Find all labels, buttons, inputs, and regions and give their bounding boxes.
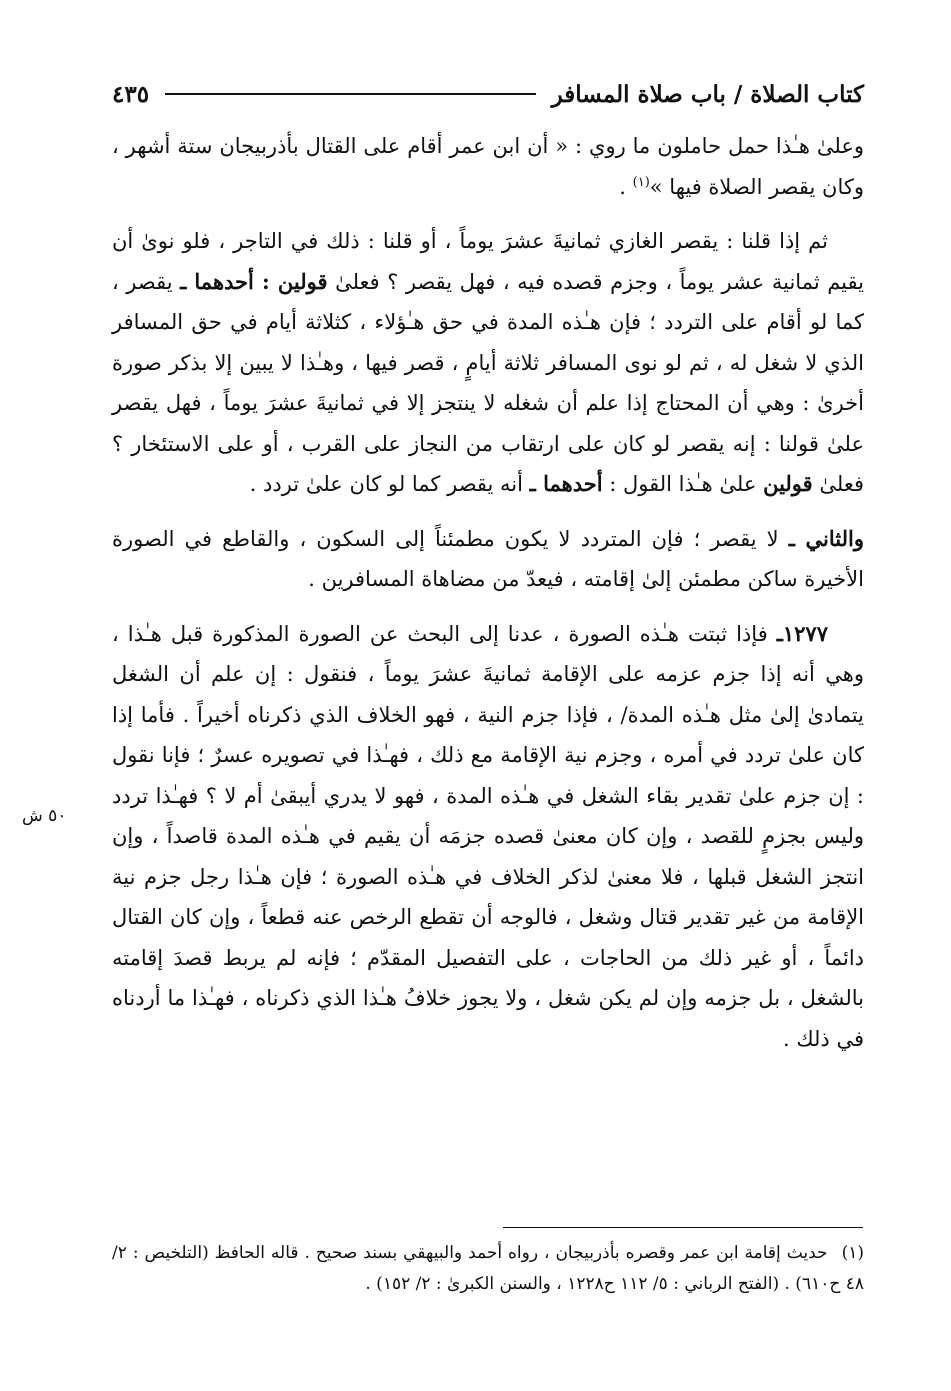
issue-number: ١٢٧٧ـ bbox=[776, 620, 828, 646]
footnote-ref[interactable]: (١) bbox=[632, 174, 650, 190]
footnote bbox=[112, 1238, 864, 1300]
bold-term: أحدهما ـ bbox=[529, 471, 603, 496]
paragraph-text: فإذا ثبتت هـٰذه الصورة ، عدنا إلى البحث عن الصورة المذكورة قبل هـٰذا ، وهي أنه إذا جزم عزمه على الإقامة ثمانيةَ عشرَ يوماً ، فنقول : إن علم أن الشغل يتمادىٰ إلىٰ مثل هـٰذه المدة/ ، فإذا جزم النية ، فهو الخلاف الذي ذكرناه أخيراً . فأما إذا كان علىٰ تردد في أمره ، وجزم نية الإقامة مع ذلك ، فهـٰذا في تصويره عسرٌ ؛ فإنا نقول : إن جزم علىٰ تقدير بقاء الشغل في هـٰذه المدة ، فهو لا يدري أيبقىٰ أم لا ؟ فهـٰذا تردد وليس بجزمٍ للقصد ، وإن كان معنىٰ قصده جزمَه أن يقيم في هـٰذه المدة قاصداً ، وإن انتجز الشغل قبلها ، فلا معنىٰ لذكر الخلاف في هـٰذه الصورة ؛ فإن هـٰذا رجل جزم نية الإقامة من غير تقدير قتال وشغل ، فالوجه أن تقطع الرخص عنه قطعاً ، وإن كان القتال دائماً ، أو غير ذلك من الحاجات ، على التفصيل المقدّم ؛ فإنه لم يربط قصدَ إقامته بالشغل ، بل جزمه وإن لم يكن شغل ، ولا يجوز خلافُ هـٰذا الذي ذكرناه ، فهـٰذا ما أردناه في ذلك . bbox=[112, 621, 864, 1051]
paragraph-text: علىٰ هـٰذا القول : bbox=[602, 472, 764, 496]
bold-term: والثاني ـ bbox=[788, 525, 864, 551]
paragraph-text: يقصر ، كما لو أقام على التردد ؛ فإن هـٰذه المدة في حق هـٰؤلاء ، كثلاثة أيام في حق المسافر الذي لا شغل له ، ثم لو نوى المسافر ثلاثة أيامٍ ، قصر فيها ، وهـٰذا لا يبين إلا بذكر صورة أخرىٰ : وهي أن المحتاج إذا علم أن شغله لا ينتجز إلا في ثمانيةَ عشرَ يوماً ، فهل يقصر علىٰ قولنا : إنه يقصر لو كان على ارتقاب من النجاز على القرب ، أو على الاستئخار ؟ فعلىٰ bbox=[112, 269, 864, 496]
page-number: ٤٣٥ bbox=[112, 80, 150, 108]
footnote-number: (١) bbox=[841, 1243, 864, 1263]
header-rule bbox=[165, 93, 536, 95]
paragraph-4 bbox=[112, 614, 864, 1060]
paragraph-text: وعلىٰ هـٰذا حمل حاملون ما روي : « أن ابن عمر أقام على القتال بأذربيجان ستة أشهر ، وكان يقصر الصلاة فيها » bbox=[112, 134, 864, 199]
bold-term: قولين : أحدهما ـ bbox=[180, 268, 328, 294]
footnote-rule bbox=[503, 1227, 863, 1228]
main-text bbox=[112, 126, 864, 1059]
manuscript-margin-note: ٥٠ ش bbox=[22, 806, 67, 826]
footnote-1 bbox=[112, 1238, 864, 1300]
bold-term: قولين bbox=[763, 471, 813, 496]
paragraph-text: لا يقصر ؛ فإن المتردد لا يكون مطمئناً إلى السكون ، والقاطع في الصورة الأخيرة ساكن مطمئن إلىٰ إقامته ، فيعدّ من مضاهاة المسافرين . bbox=[112, 526, 864, 591]
paragraph-2 bbox=[112, 221, 864, 505]
paragraph-text: ثم إذا قلنا : يقصر الغازي ثمانيةَ عشرَ يوماً ، أو قلنا : ذلك في التاجر ، فلو نوىٰ أن يقيم ثمانية عشر يوماً ، وجزم قصده فيه ، فهل يقصر ؟ فعلىٰ bbox=[112, 229, 864, 294]
running-title: كتاب الصلاة / باب صلاة المسافر bbox=[551, 80, 864, 108]
paragraph-tail: . bbox=[619, 174, 633, 199]
paragraph-1 bbox=[112, 126, 864, 207]
paragraph-3 bbox=[112, 519, 864, 600]
footnote-text: حديث إقامة ابن عمر وقصره بأذربيجان ، رواه أحمد والبيهقي بسند صحيح . قاله الحافظ (التلخيص : ٢/ ٤٨ ح٦١٠) . (الفتح الرباني : ٥/ ١١٢ ح١٢٢٨ ، والسنن الكبرىٰ : ٢/ ١٥٢) . bbox=[112, 1243, 864, 1294]
page-header bbox=[112, 72, 864, 116]
paragraph-text: أنه يقصر كما لو كان علىٰ تردد . bbox=[249, 472, 530, 496]
